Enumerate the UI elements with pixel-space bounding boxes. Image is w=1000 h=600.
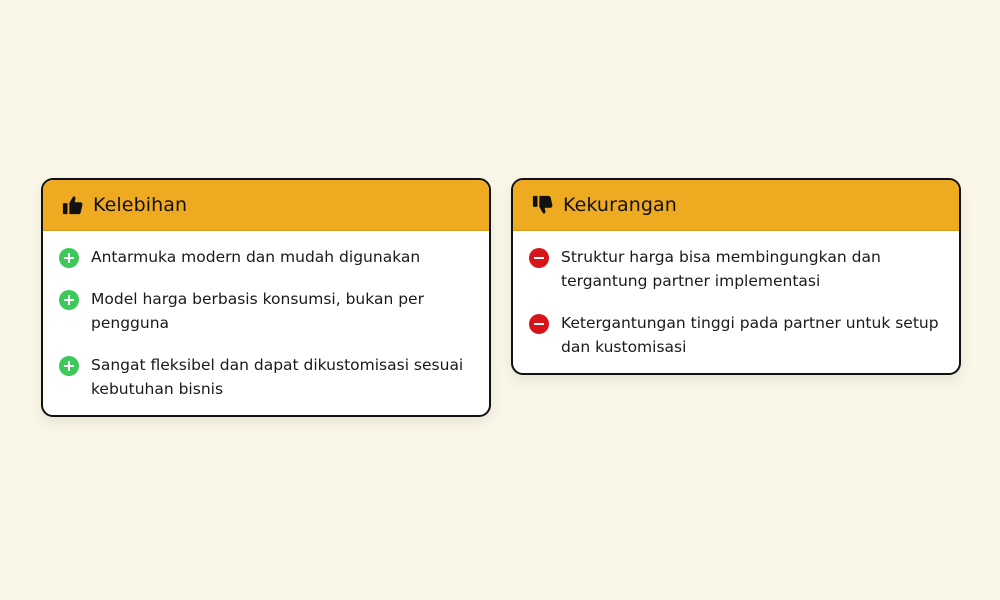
cons-item-text: Struktur harga bisa membingungkan dan tergantung partner implementasi bbox=[561, 248, 881, 290]
plus-circle-icon bbox=[59, 356, 79, 376]
plus-circle-icon bbox=[59, 290, 79, 310]
cons-item-text: Ketergantungan tinggi pada partner untuk setup dan kustomisasi bbox=[561, 314, 939, 356]
pros-item-text: Model harga berbasis konsumsi, bukan per pengguna bbox=[91, 290, 424, 332]
pros-list-item bbox=[59, 247, 475, 269]
pros-list-item bbox=[59, 355, 475, 401]
cons-list bbox=[513, 231, 959, 373]
pros-list-item bbox=[59, 289, 475, 335]
thumbs-up-icon bbox=[61, 193, 85, 217]
thumbs-down-icon bbox=[531, 193, 555, 217]
pros-item-text: Sangat fleksibel dan dapat dikustomisasi sesuai kebutuhan bisnis bbox=[91, 356, 464, 398]
pros-item-text: Antarmuka modern dan mudah digunakan bbox=[91, 248, 421, 266]
pros-card bbox=[41, 178, 491, 417]
cons-list-item bbox=[529, 247, 945, 293]
pros-list bbox=[43, 231, 489, 415]
cons-card bbox=[511, 178, 961, 375]
minus-circle-icon bbox=[529, 248, 549, 268]
pros-card-header bbox=[43, 180, 489, 231]
cons-card-header bbox=[513, 180, 959, 231]
pros-title: Kelebihan bbox=[93, 194, 188, 216]
cons-title: Kekurangan bbox=[563, 194, 677, 216]
plus-circle-icon bbox=[59, 248, 79, 268]
minus-circle-icon bbox=[529, 314, 549, 334]
cons-list-item bbox=[529, 313, 945, 359]
